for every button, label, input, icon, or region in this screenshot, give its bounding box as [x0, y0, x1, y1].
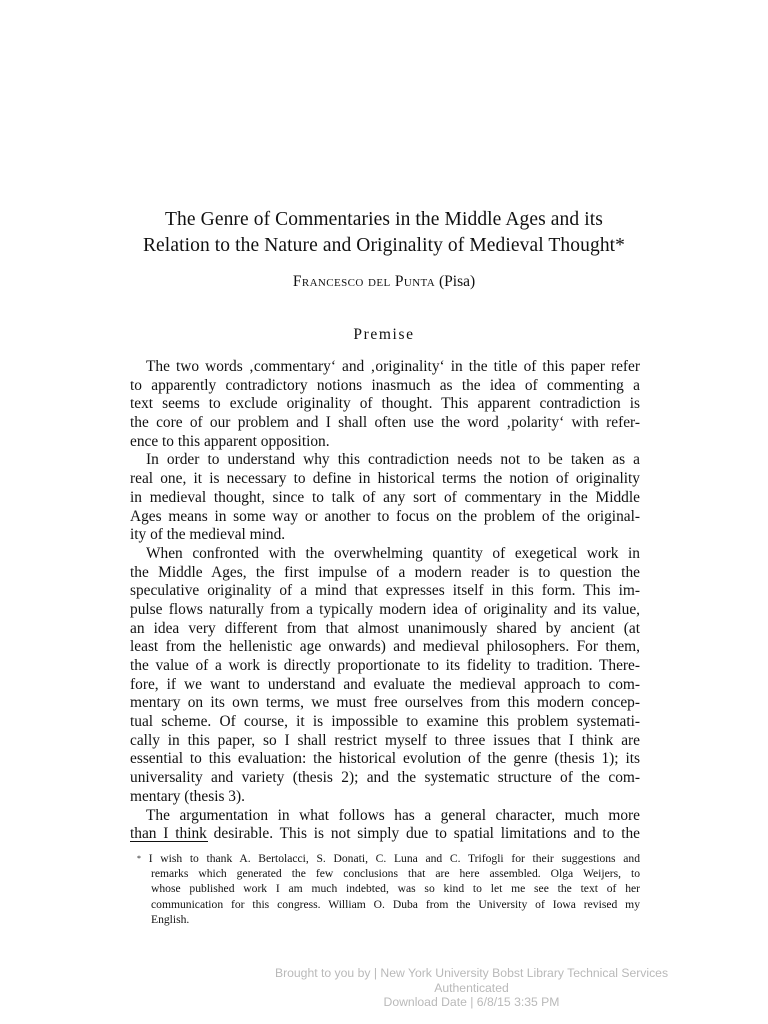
body-line: cally in this paper, so I shall restrict myself to three issues that I think are: [130, 731, 640, 749]
body-line: the core of our problem and I shall often use the word ‚polarity‘ with refer-: [130, 414, 640, 432]
body-line: mentary (thesis 3).: [130, 787, 245, 805]
body-line: in medieval thought, since to talk of any sort of commentary in the Middle: [130, 488, 640, 506]
body-line: The two words ‚commentary‘ and ‚originality‘ in the title of this paper refer: [146, 358, 640, 375]
body-line: than I think desirable. This is not simply due to spatial limitations and to the: [130, 825, 640, 843]
footnote-line: communication for this congress. William O. Duba from the University of Iowa revised my: [151, 897, 640, 911]
body-line: universality and variety (thesis 2); and the systematic structure of the com-: [130, 769, 640, 787]
body-line: When confronted with the overwhelming quantity of exegetical work in: [146, 544, 640, 562]
footnote-line: [137, 851, 640, 866]
download-watermark: [0, 966, 768, 1010]
body-line: ity of the medieval mind.: [130, 526, 286, 544]
body-line: tual scheme. Of course, it is impossible to examine this problem systemati-: [130, 713, 640, 731]
body-line: text seems to exclude originality of thought. This apparent contradiction is: [130, 395, 640, 413]
paper-title: [0, 207, 768, 259]
title-line-1: The Genre of Commentaries in the Middle Ages and its: [165, 209, 603, 230]
title-line-2: Relation to the Nature and Originality of Medieval Thought*: [142, 235, 626, 256]
footnote: [137, 851, 640, 927]
footnote-line: remarks which generated the few conclusions that are here assembled. Olga Weijers, to: [151, 867, 640, 881]
body-text: [130, 358, 640, 844]
footnote-line: English.: [151, 912, 190, 926]
body-line: mentary on its own terms, we must free ourselves from this modern concep-: [130, 694, 640, 712]
body-line: In order to understand why this contradiction needs not to be taken as a: [146, 451, 640, 469]
body-line: an idea very different from that almost unanimously shared by ancient (at: [130, 619, 640, 637]
watermark-line-2: Authenticated: [434, 980, 509, 995]
body-line: the Middle Ages, the first impulse of a modern reader is to question the: [130, 563, 640, 581]
body-line: The argumentation in what follows has a general character, much more: [146, 806, 640, 824]
footnote-rule: [130, 841, 208, 842]
footnote-text: I wish to thank A. Bertolacci, S. Donati, C. Luna and C. Trifogli for their suggestions and: [148, 852, 640, 865]
body-line: pulse flows naturally from a typically modern idea of originality and its value,: [130, 600, 640, 618]
watermark-line-1: Brought to you by | New York University Bobst Library Technical Services: [274, 966, 669, 980]
body-line: least from the hellenistic age onwards) and medieval philosophers. For them,: [130, 638, 640, 656]
footnote-line: whose published work I am much indebted, was so kind to let me see the text of her: [151, 882, 640, 896]
author-line: [0, 272, 768, 292]
author-affiliation: (Pisa): [439, 273, 476, 290]
footnote-marker: *: [137, 854, 141, 863]
body-line: the value of a work is directly proportionate to its fidelity to tradition. There-: [130, 657, 640, 674]
body-line: fore, if we want to understand and evaluate the medieval approach to com-: [130, 675, 640, 693]
body-line: essential to this evaluation: the historical evolution of the genre (thesis 1); its: [130, 750, 640, 768]
watermark-line-3: Download Date | 6/8/15 3:35 PM: [383, 995, 560, 1009]
body-line: speculative originality of a mind that expresses itself in this form. This im-: [130, 582, 640, 600]
body-line: Ages means in some way or another to focus on the problem of the original-: [130, 507, 640, 525]
author-name: Francesco del Punta: [292, 273, 436, 290]
section-heading: Premise: [353, 326, 415, 343]
body-line: real one, it is necessary to define in historical terms the notion of originality: [130, 470, 640, 488]
body-line: to apparently contradictory notions inasmuch as the idea of commenting a: [130, 376, 640, 394]
body-line: ence to this apparent opposition.: [130, 432, 330, 450]
